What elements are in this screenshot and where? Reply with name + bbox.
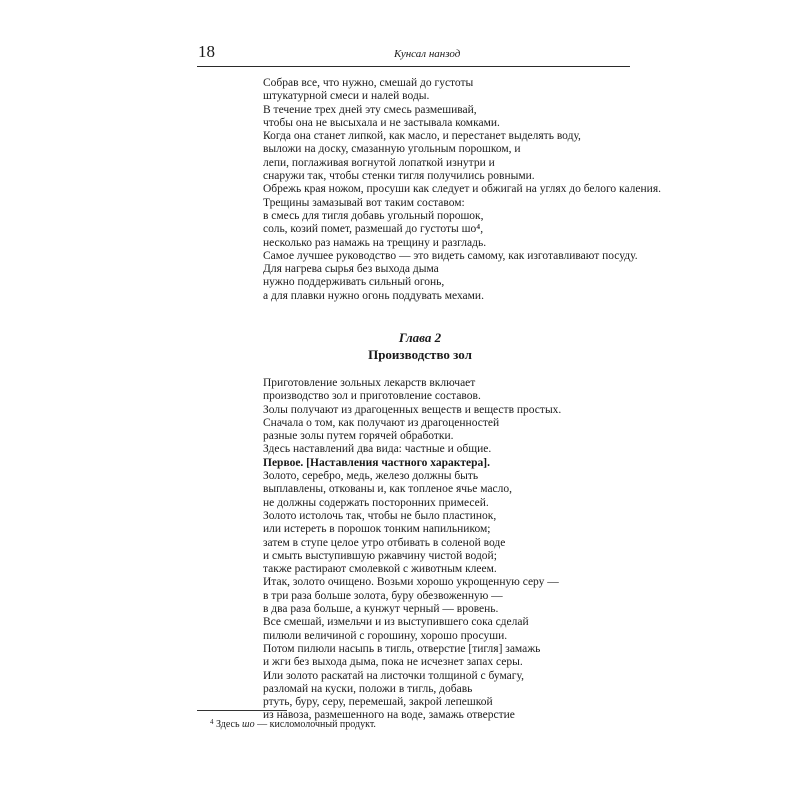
footnote [210, 716, 376, 731]
text-line: Трещины замазывай вот таким составом: [263, 196, 465, 209]
footnote-divider [197, 710, 287, 711]
text-line: не должны содержать посторонних примесей. [263, 496, 489, 509]
text-line: штукатурной смеси и налей воды. [263, 90, 430, 103]
text-line: нужно поддерживать сильный огонь, [263, 276, 445, 289]
text-line: Или золото раскатай на листочки толщиной с бумагу, [263, 669, 524, 682]
text-section-zoly [263, 377, 561, 723]
text-line: или истереть в порошок тонким напильником; [263, 523, 491, 536]
text-line: Золото истолочь так, чтобы не было пластинок, [263, 509, 497, 522]
text-line: Золы получают из драгоценных веществ и веществ простых. [263, 403, 562, 416]
text-line: Итак, золото очищено. Возьми хорошо укрощенную серу — [263, 576, 559, 589]
footnote-marker: 4 [210, 718, 214, 726]
text-line: в смесь для тигля добавь угольный порошок, [263, 209, 484, 222]
chapter-label: Глава 2 [398, 330, 442, 345]
text-line: Здесь наставлений два вида: частные и общие. [263, 443, 492, 456]
text-line: в два раза больше, а кунжут черный — вровень. [263, 603, 499, 616]
footnote-term: шо [242, 719, 255, 730]
text-line: несколько раз намажь на трещину и разгладь. [263, 236, 487, 249]
text-line: разломай на куски, положи в тигль, добавь [263, 682, 473, 695]
text-line: выплавлены, откованы и, как топленое ячье масло, [263, 483, 513, 496]
footnote-text: — кисломолочный продукт. [254, 719, 376, 730]
text-line: производство зол и приготовление составов. [263, 390, 481, 403]
text-line: из навоза, размешенного на воде, замажь отверстие [263, 709, 515, 722]
text-line: Приготовление зольных лекарств включает [263, 377, 476, 389]
running-title: Кунсал нанзод [394, 48, 461, 60]
text-line: чтобы она не высыхала и не застывала комками. [263, 116, 500, 129]
text-line: Обрежь края ножом, просуши как следует и обжигай на углях до белого каления. [263, 183, 661, 196]
text-line: разные золы путем горячей обработки. [263, 430, 454, 443]
text-line: Собрав все, что нужно, смешай до густоты [263, 77, 474, 89]
text-line: соль, козий помет, размешай до густоты шо⁴, [263, 223, 484, 236]
text-line: лепи, поглаживая вогнутой лопаткой изнутри и [263, 156, 495, 169]
text-line: Сначала о том, как получают из драгоценностей [263, 416, 500, 429]
text-line: Потом пилюли насыпь в тигль, отверстие [тигля] замажь [263, 642, 541, 655]
text-line: В течение трех дней эту смесь размешивай, [263, 103, 477, 116]
text-line: снаружи так, чтобы стенки тигля получились ровными. [263, 170, 535, 183]
text-line: выложи на доску, смазанную угольным порошком, и [263, 143, 521, 156]
text-line: Золото, серебро, медь, железо должны быть [263, 470, 479, 483]
text-line: ртуть, буру, серу, перемешай, закрой лепешкой [263, 696, 493, 709]
text-line: Для нагрева сырья без выхода дыма [263, 263, 439, 276]
text-line: пилюли величиной с горошину, хорошо просуши. [263, 629, 508, 642]
chapter-title: Производство зол [368, 347, 472, 362]
text-line: а для плавки нужно огонь поддувать мехами. [263, 289, 484, 302]
text-line: Когда она станет липкой, как масло, и перестанет выделять воду, [263, 130, 581, 143]
page-number: 18 [198, 42, 215, 61]
text-section-tigle [263, 77, 661, 303]
text-line: затем в ступе целое утро отбивать в соленой воде [263, 536, 506, 549]
text-line: и жги без выхода дыма, пока не исчезнет запах серы. [263, 656, 523, 669]
page-header [197, 40, 630, 67]
text-line: в три раза больше золота, буру обезвоженную — [263, 589, 503, 602]
text-line: и смыть выступившую ржавчину чистой водой; [263, 549, 497, 562]
text-line: Все смешай, измельчи и из выступившего сока сделай [263, 616, 529, 629]
subsection-heading: Первое. [Наставления частного характера]. [263, 456, 490, 469]
text-line: Самое лучшее руководство — это видеть самому, как изготавливают посуду. [263, 249, 638, 262]
footnote-prefix: Здесь [216, 719, 240, 730]
text-line: также растирают смолевкой с животным клеем. [263, 563, 497, 576]
